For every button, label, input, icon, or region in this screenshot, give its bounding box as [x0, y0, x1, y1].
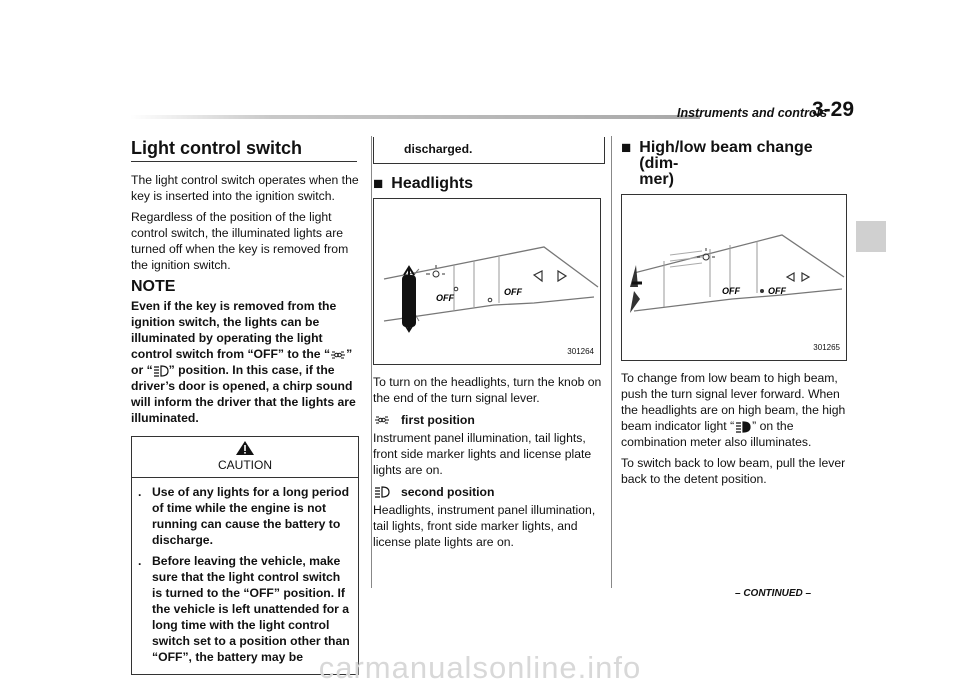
headlight-icon [373, 486, 391, 498]
parking-light-icon [330, 350, 346, 360]
first-position-row [373, 412, 603, 428]
headlights-figure [373, 198, 601, 365]
dimmer-figure [621, 194, 847, 361]
first-position-label: first position [401, 413, 475, 427]
column-divider-2 [611, 136, 612, 588]
caution-bullet: . Before leaving the vehicle, make sure that the light control switch is turned to the “OFF” position. If the vehicle is left unattended for a long time with the light control switch set to a position other than “OFF”, the battery may be [138, 554, 350, 664]
caution-bullet: . Use of any lights for a long period of time while the engine is not running can cause the battery to discharge. [138, 485, 350, 547]
page-number: 3-29 [812, 98, 855, 121]
caution-body [132, 478, 358, 674]
paragraph-regardless: Regardless of the position of the light control switch, the illuminated lights are turned off when the key is removed from the ignition switch. [131, 210, 349, 272]
caution-label: CAUTION [218, 458, 272, 472]
figure-id: 301265 [813, 343, 840, 352]
dimmer-lever-illustration [622, 195, 846, 360]
warning-triangle-icon [235, 440, 255, 456]
high-beam-indicator-icon [734, 421, 752, 433]
figure-off-label: OFF [436, 293, 454, 303]
column-3 [621, 140, 847, 492]
second-position-label: second position [401, 485, 495, 499]
column-1 [131, 140, 359, 675]
headlights-heading: ■ Headlights [373, 174, 474, 193]
figure-off-label: OFF [768, 286, 786, 296]
second-position-row [373, 484, 603, 500]
parking-light-icon [373, 415, 391, 425]
watermark-text: carmanualsonline.info [318, 650, 642, 685]
chapter-edge-tab [856, 221, 886, 252]
paragraph-high-beam: To change from low beam to high beam, push the turn signal lever forward. When the headlights are on high beam, the high beam indicator light “ ” on the combination meter also illuminates. [621, 371, 846, 449]
caution-box [131, 436, 359, 675]
header-rule [130, 115, 700, 119]
caution-continued-text: discharged. [404, 142, 473, 156]
section-title: Instruments and controls [677, 106, 828, 120]
paragraph-intro: The light control switch operates when the key is inserted into the ignition switch. [131, 173, 359, 203]
page-title: Light control switch [131, 140, 357, 162]
paragraph-low-beam: To switch back to low beam, pull the lever back to the detent position. [621, 456, 846, 486]
column-2 [373, 137, 603, 555]
dimmer-heading: ■ High/low beam change (dim- mer) [621, 138, 813, 188]
section-square-icon: ■ [373, 174, 384, 193]
caution-continued [373, 137, 605, 164]
paragraph-turn-on: To turn on the headlights, turn the knob on the end of the turn signal lever. [373, 375, 602, 405]
column-divider-1 [371, 136, 372, 588]
figure-off-label: OFF [722, 286, 740, 296]
continued-footer: – CONTINUED – [735, 588, 812, 599]
section-square-icon: ■ [621, 138, 632, 157]
caution-header [132, 437, 358, 478]
note-text: Even if the key is removed from the ignition switch, the lights can be illuminated by operating the light control switch from “OFF” to the “ ” or “ ” position. In this case, if the driver’s door is opened, a chirp sound will inform the driver that the lights are illuminated. [131, 299, 356, 425]
figure-id: 301264 [567, 347, 594, 356]
first-position-description: Instrument panel illumination, tail lights, front side marker lights and license plate lights are on. [373, 431, 592, 477]
second-position-description: Headlights, instrument panel illumination, tail lights, front side marker lights, and license plate lights are on. [373, 503, 596, 549]
headlight-icon [153, 365, 169, 377]
turn-signal-lever-illustration [374, 199, 600, 364]
figure-off-label: OFF [504, 287, 522, 297]
note-title: NOTE [131, 278, 176, 295]
